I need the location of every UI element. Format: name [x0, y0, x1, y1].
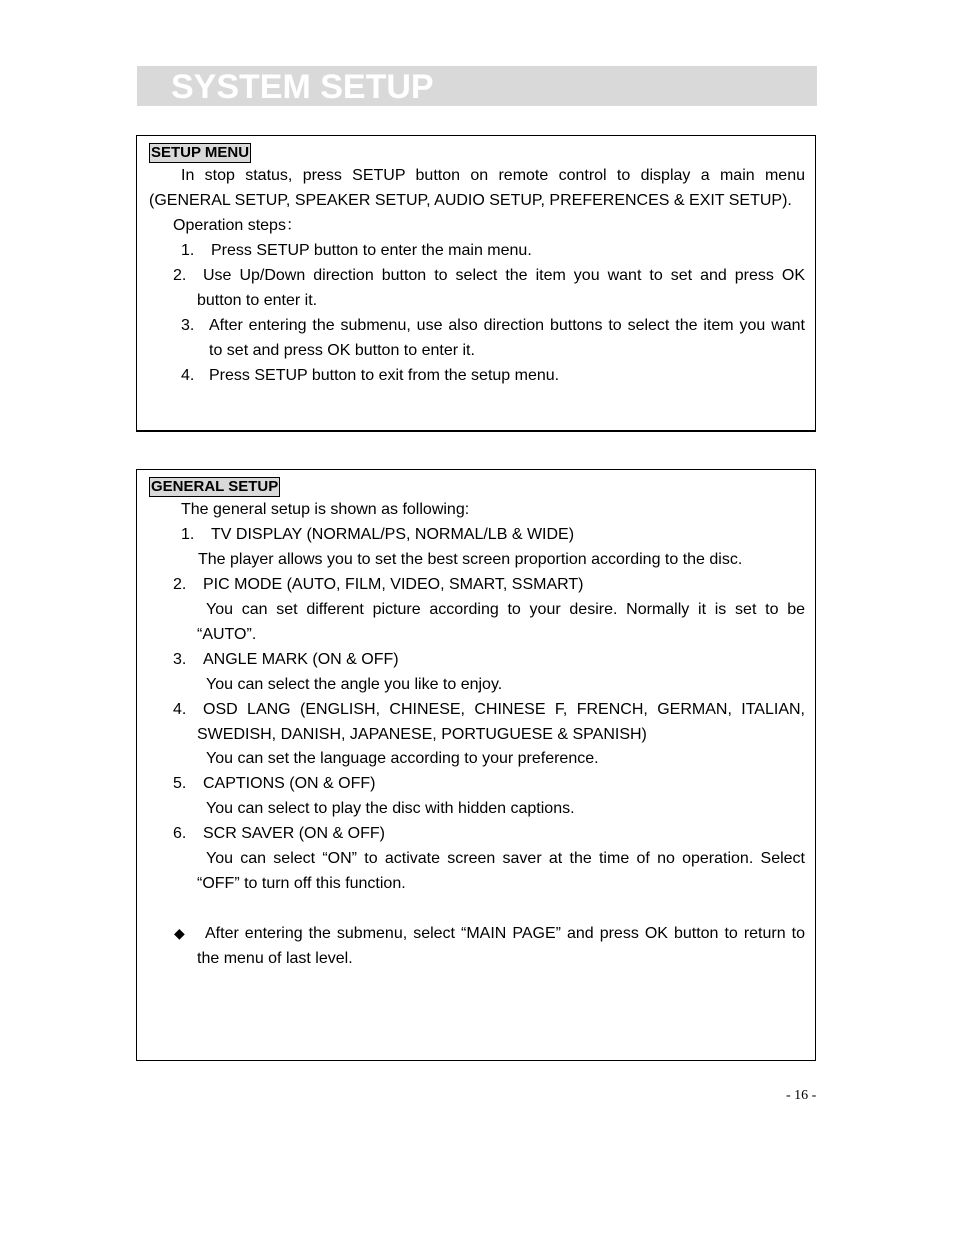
- step-4-text: Press SETUP button to exit from the setup menu.: [209, 367, 560, 384]
- item-3-title: ANGLE MARK (ON & OFF): [203, 651, 399, 668]
- note-line2: the menu of last level.: [197, 950, 353, 967]
- item-4-title-line1: OSD LANG (ENGLISH, CHINESE, CHINESE F, FRENCH, GERMAN, ITALIAN,: [203, 701, 805, 718]
- step-1-number: 1.: [181, 242, 195, 259]
- step-3-text-line1: After entering the submenu, use also direction buttons to select the item you want: [209, 317, 805, 334]
- setup-menu-intro-line2: (GENERAL SETUP, SPEAKER SETUP, AUDIO SETUP, PREFERENCES & EXIT SETUP).: [149, 192, 792, 209]
- step-2-text-line2: button to enter it.: [197, 292, 318, 309]
- note-line1: After entering the submenu, select “MAIN PAGE” and press OK button to return to: [205, 925, 805, 942]
- item-5-description: You can select to play the disc with hidden captions.: [206, 800, 575, 817]
- step-3-text-line2: to set and press OK button to enter it.: [209, 342, 475, 359]
- step-3-number: 3.: [181, 317, 195, 334]
- general-setup-section: [136, 469, 816, 1061]
- step-1-text: Press SETUP button to enter the main menu.: [211, 242, 532, 259]
- item-6-number: 6.: [173, 825, 187, 842]
- item-5-title: CAPTIONS (ON & OFF): [203, 775, 376, 792]
- page-title: SYSTEM SETUP: [171, 68, 434, 106]
- general-setup-heading: GENERAL SETUP: [151, 478, 279, 495]
- setup-menu-intro-line1: In stop status, press SETUP button on remote control to display a main menu: [181, 167, 805, 184]
- step-2-text-line1: Use Up/Down direction button to select the item you want to set and press OK: [203, 267, 805, 284]
- title-bar: [137, 66, 817, 106]
- item-1-title: TV DISPLAY (NORMAL/PS, NORMAL/LB & WIDE): [211, 526, 575, 543]
- item-2-number: 2.: [173, 576, 187, 593]
- step-2-number: 2.: [173, 267, 187, 284]
- item-1-number: 1.: [181, 526, 195, 543]
- item-2-title: PIC MODE (AUTO, FILM, VIDEO, SMART, SSMART): [203, 576, 584, 593]
- diamond-bullet-icon: ◆: [174, 925, 185, 941]
- item-5-number: 5.: [173, 775, 187, 792]
- item-2-description-line2: “AUTO”.: [197, 626, 257, 643]
- item-3-number: 3.: [173, 651, 187, 668]
- item-6-title: SCR SAVER (ON & OFF): [203, 825, 385, 842]
- item-3-description: You can select the angle you like to enjoy.: [206, 676, 503, 693]
- item-4-description: You can set the language according to your preference.: [206, 750, 599, 767]
- setup-menu-section: [136, 135, 816, 432]
- setup-menu-heading: SETUP MENU: [151, 144, 250, 161]
- item-2-description-line1: You can set different picture according to your desire. Normally it is set to be: [206, 601, 805, 618]
- step-4-number: 4.: [181, 367, 195, 384]
- item-1-description: The player allows you to set the best screen proportion according to the disc.: [198, 551, 743, 568]
- operation-steps-label: Operation steps：: [173, 217, 302, 234]
- general-setup-intro: The general setup is shown as following:: [181, 501, 470, 518]
- item-6-description-line1: You can select “ON” to activate screen saver at the time of no operation. Select: [206, 850, 805, 867]
- item-4-number: 4.: [173, 701, 187, 718]
- page-number: - 16 -: [786, 1088, 817, 1103]
- item-6-description-line2: “OFF” to turn off this function.: [197, 875, 406, 892]
- item-4-title-line2: SWEDISH, DANISH, JAPANESE, PORTUGUESE & SPANISH): [197, 726, 647, 743]
